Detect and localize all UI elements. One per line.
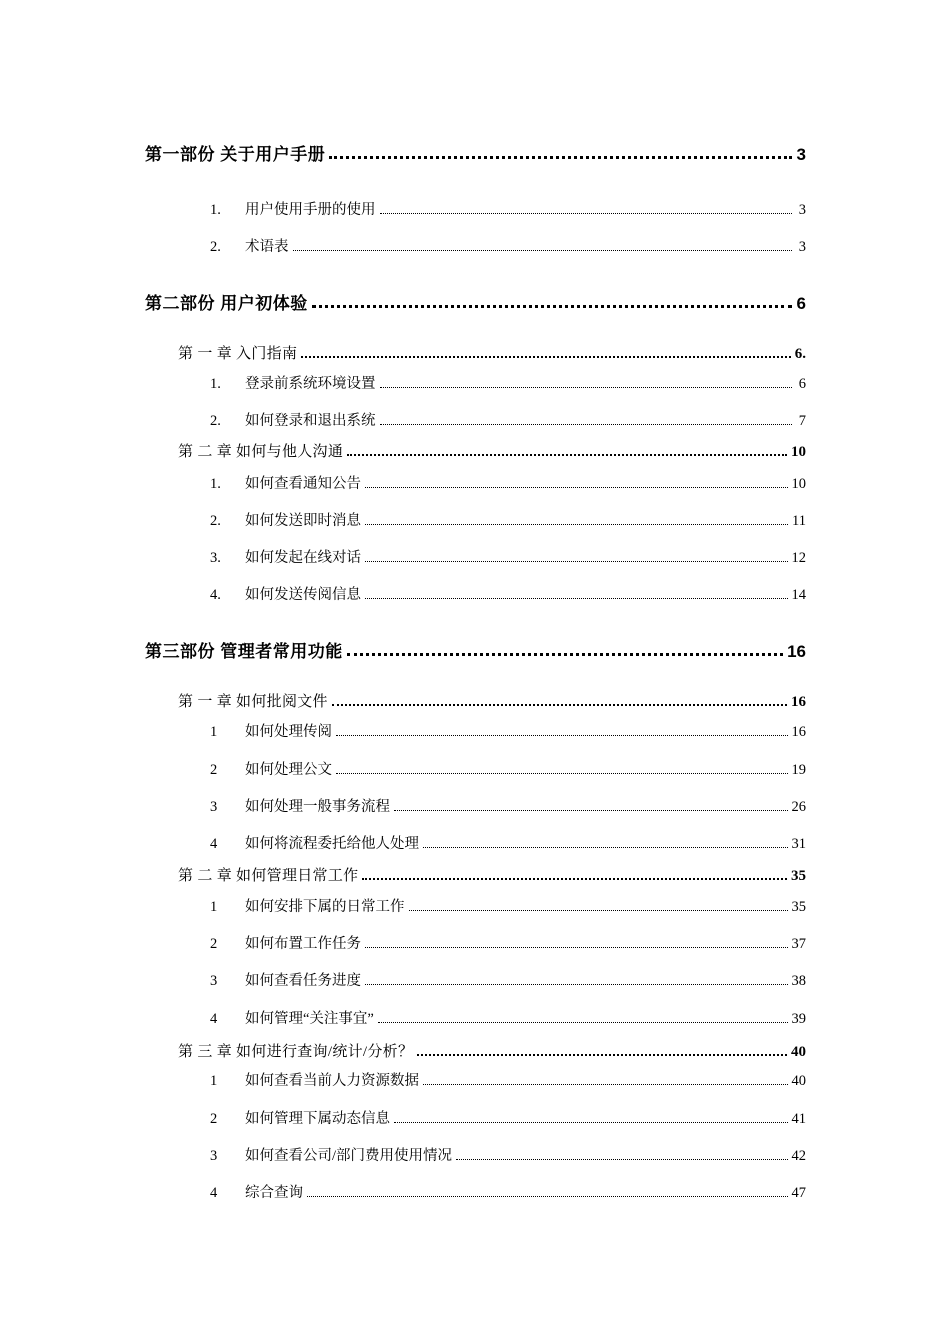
toc-entry-title: 如何查看通知公告 <box>245 476 361 492</box>
toc-page-number: 38 <box>791 973 806 989</box>
toc-item[interactable] <box>210 895 806 915</box>
toc-page-number: 40 <box>791 1073 806 1089</box>
dot-leader <box>362 878 787 880</box>
toc-item[interactable] <box>210 1007 806 1027</box>
toc-item-number: 1. <box>210 202 221 218</box>
toc-entry-title: 如何将流程委托给他人处理 <box>245 836 419 852</box>
toc-item-number: 1 <box>210 1073 218 1089</box>
toc-item-number: 3 <box>210 1148 218 1164</box>
toc-entry-title: 如何登录和退出系统 <box>245 413 376 429</box>
toc-item[interactable] <box>210 1181 806 1201</box>
dot-leader <box>329 156 792 159</box>
toc-entry-title: 如何查看公司/部门费用使用情况 <box>245 1148 453 1164</box>
toc-entry-title: 如何管理下属动态信息 <box>245 1111 390 1127</box>
toc-item[interactable] <box>210 409 806 429</box>
toc-chapter[interactable] <box>178 690 806 710</box>
toc-item-number: 1 <box>210 724 218 740</box>
toc-item[interactable] <box>210 583 806 603</box>
toc-page-number: 6 <box>798 376 806 392</box>
toc-page-number: 40 <box>791 1044 806 1060</box>
dot-leader <box>347 653 783 656</box>
toc-item[interactable] <box>210 720 806 740</box>
toc-item[interactable] <box>210 832 806 852</box>
toc-item-number: 2 <box>210 936 218 952</box>
toc-entry-title: 用户使用手册的使用 <box>245 202 376 218</box>
dot-leader <box>365 524 788 525</box>
dot-leader <box>456 1159 787 1160</box>
toc-item-number: 2. <box>210 239 221 255</box>
toc-item[interactable] <box>210 372 806 392</box>
toc-page-number: 11 <box>792 513 806 529</box>
dot-leader <box>380 213 793 214</box>
toc-entry-title: 如何查看当前人力资源数据 <box>245 1073 419 1089</box>
toc-item-number: 3 <box>210 973 218 989</box>
toc-entry-title: 如何发送传阅信息 <box>245 587 361 603</box>
toc-item-number: 1. <box>210 476 221 492</box>
dot-leader <box>332 704 787 706</box>
toc-item[interactable] <box>210 1069 806 1089</box>
toc-entry-title: 如何发起在线对话 <box>245 550 361 566</box>
toc-page-number: 3 <box>798 202 806 218</box>
toc-item-number: 1 <box>210 899 218 915</box>
dot-leader <box>394 1122 788 1123</box>
toc-item-number: 2. <box>210 513 221 529</box>
toc-item[interactable] <box>210 198 806 218</box>
toc-entry-title: 如何布置工作任务 <box>245 936 361 952</box>
toc-entry-title: 第 三 章 如何进行查询/统计/分析？ <box>178 1044 414 1060</box>
toc-page-number: 31 <box>791 836 806 852</box>
toc-page-number: 37 <box>791 936 806 952</box>
toc-page-number: 16 <box>791 724 806 740</box>
toc-entry-title: 如何处理一般事务流程 <box>245 799 390 815</box>
dot-leader <box>365 947 788 948</box>
toc-item[interactable] <box>210 758 806 778</box>
toc-chapter[interactable] <box>178 864 806 884</box>
toc-entry-title: 如何发送即时消息 <box>245 513 361 529</box>
toc-item[interactable] <box>210 795 806 815</box>
toc-entry-title: 如何处理传阅 <box>245 724 332 740</box>
toc-entry-title: 如何管理“关注事宜” <box>245 1011 374 1027</box>
toc-item-number: 1. <box>210 376 221 392</box>
toc-entry-title: 第 一 章 入门指南 <box>178 346 298 362</box>
toc-page-number: 47 <box>791 1185 806 1201</box>
toc-entry-title: 如何安排下属的日常工作 <box>245 899 405 915</box>
toc-item-number: 2. <box>210 413 221 429</box>
toc-page-number: 39 <box>791 1011 806 1027</box>
toc-page-number: 41 <box>791 1111 806 1127</box>
toc-page-number: 3 <box>796 145 806 164</box>
toc-part[interactable] <box>145 140 806 164</box>
toc-entry-title: 术语表 <box>245 239 289 255</box>
toc-page-number: 35 <box>791 899 806 915</box>
toc-entry-title: 第 一 章 如何批阅文件 <box>178 694 328 710</box>
toc-item[interactable] <box>210 546 806 566</box>
toc-entry-title: 第 二 章 如何与他人沟通 <box>178 444 344 460</box>
toc-page-number: 19 <box>791 762 806 778</box>
toc-item-number: 4 <box>210 1185 218 1201</box>
dot-leader <box>336 773 788 774</box>
dot-leader <box>365 984 788 985</box>
toc-item-number: 2 <box>210 1111 218 1127</box>
toc-page-number: 14 <box>791 587 806 603</box>
toc-item-number: 2 <box>210 762 218 778</box>
toc-page-number: 12 <box>791 550 806 566</box>
toc-item-number: 4. <box>210 587 221 603</box>
dot-leader <box>380 387 793 388</box>
dot-leader <box>301 356 790 358</box>
toc-item[interactable] <box>210 1107 806 1127</box>
toc-page-number: 10 <box>791 444 806 460</box>
toc-page-number: 3 <box>798 239 806 255</box>
dot-leader <box>394 810 788 811</box>
toc-entry-title: 第一部份 关于用户手册 <box>145 145 326 164</box>
toc-item[interactable] <box>210 1144 806 1164</box>
toc-page-number: 42 <box>791 1148 806 1164</box>
toc-item[interactable] <box>210 235 806 255</box>
dot-leader <box>423 847 788 848</box>
toc-item-number: 4 <box>210 836 218 852</box>
toc-page-number: 35 <box>791 868 806 884</box>
toc-item-number: 3 <box>210 799 218 815</box>
toc-entry-title: 如何查看任务进度 <box>245 973 361 989</box>
dot-leader <box>417 1054 787 1056</box>
toc-item-number: 3. <box>210 550 221 566</box>
dot-leader <box>380 424 793 425</box>
dot-leader <box>307 1196 788 1197</box>
toc-entry-title: 第二部份 用户初体验 <box>145 294 308 313</box>
dot-leader <box>365 598 788 599</box>
dot-leader <box>378 1022 788 1023</box>
toc-item-number: 4 <box>210 1011 218 1027</box>
dot-leader <box>365 487 788 488</box>
dot-leader <box>365 561 788 562</box>
dot-leader <box>347 454 787 456</box>
toc-page-number: 7 <box>798 413 806 429</box>
toc-entry-title: 第 二 章 如何管理日常工作 <box>178 868 359 884</box>
toc-page-number: 6. <box>794 346 806 362</box>
toc-entry-title: 第三部份 管理者常用功能 <box>145 642 343 661</box>
toc-item[interactable] <box>210 932 806 952</box>
toc-item[interactable] <box>210 472 806 492</box>
dot-leader <box>293 250 793 251</box>
toc-chapter[interactable] <box>178 1040 806 1060</box>
dot-leader <box>336 735 788 736</box>
toc-entry-title: 登录前系统环境设置 <box>245 376 376 392</box>
toc-chapter[interactable] <box>178 440 806 460</box>
toc-chapter[interactable] <box>178 342 806 362</box>
toc-page-number: 16 <box>787 642 806 661</box>
dot-leader <box>409 910 788 911</box>
toc-page-number: 26 <box>791 799 806 815</box>
toc-item[interactable] <box>210 509 806 529</box>
toc-page-number: 6 <box>796 294 806 313</box>
toc-page-number: 10 <box>791 476 806 492</box>
toc-item[interactable] <box>210 969 806 989</box>
toc-part[interactable] <box>145 289 806 313</box>
toc-entry-title: 综合查询 <box>245 1185 303 1201</box>
dot-leader <box>423 1084 788 1085</box>
toc-page-number: 16 <box>791 694 806 710</box>
toc-part[interactable] <box>145 637 806 661</box>
dot-leader <box>312 305 792 308</box>
toc-entry-title: 如何处理公文 <box>245 762 332 778</box>
